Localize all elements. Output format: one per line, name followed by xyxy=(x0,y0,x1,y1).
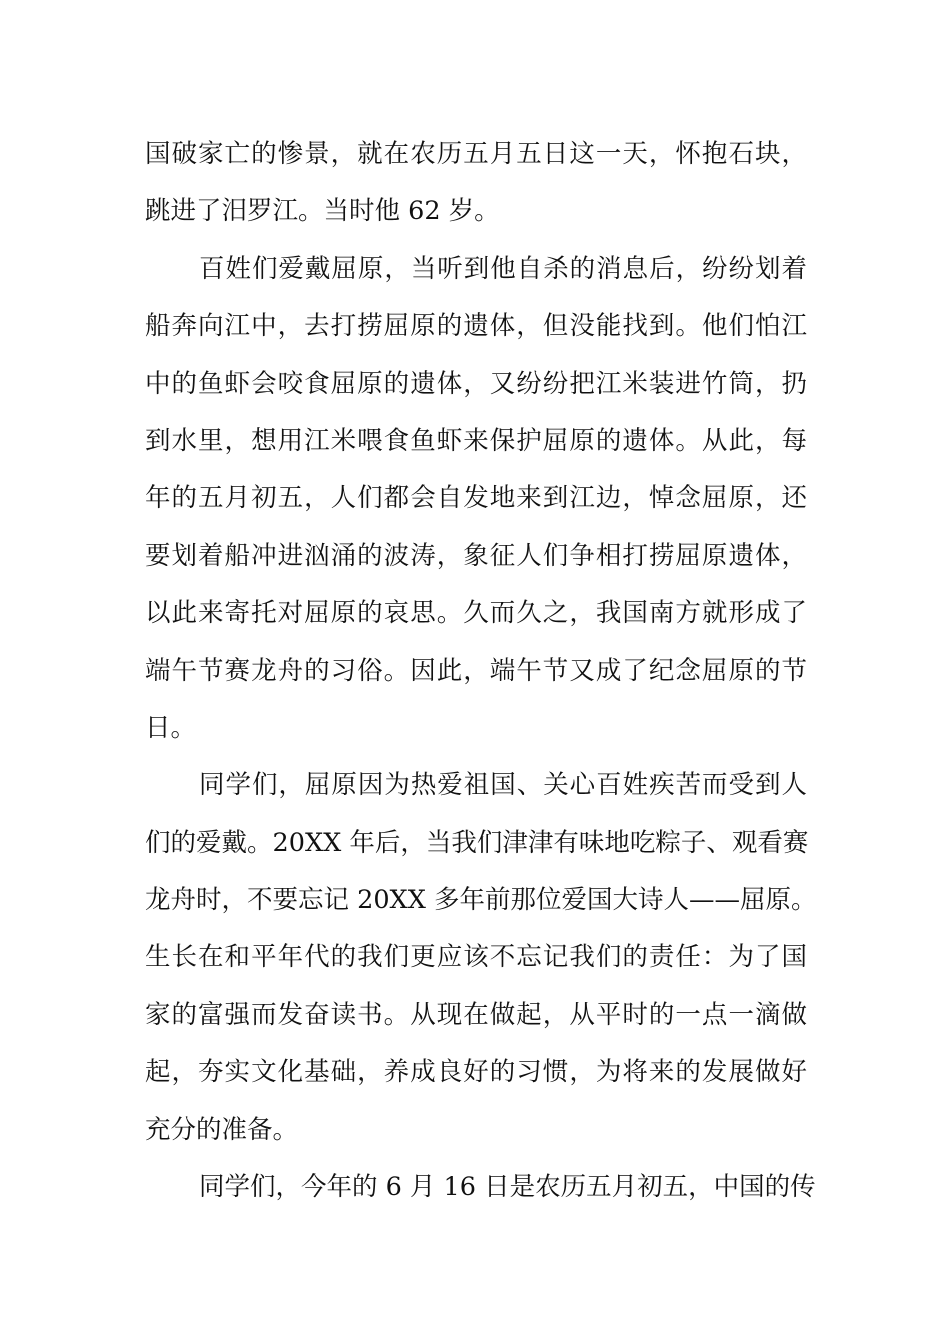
text-line: 同学们，今年的 6 月 16 日是农历五月初五，中国的传 xyxy=(199,1172,816,1203)
text-line: 到水里，想用江米喂食鱼虾来保护屈原的遗体。从此，每 xyxy=(145,425,807,456)
text-line: 起，夯实文化基础，养成良好的习惯，为将来的发展做好 xyxy=(145,1057,807,1088)
text-line: 们的爱戴。20XX 年后，当我们津津有味地吃粽子、观看赛 xyxy=(145,827,809,858)
text-line: 充分的准备。 xyxy=(145,1114,299,1145)
text-line: 百姓们爱戴屈原，当听到他自杀的消息后，纷纷划着 xyxy=(199,253,807,284)
text-line: 龙舟时，不要忘记 20XX 多年前那位爱国大诗人——屈原。 xyxy=(145,885,817,916)
text-line: 船奔向江中，去打捞屈原的遗体，但没能找到。他们怕江 xyxy=(145,311,807,342)
text-line: 端午节赛龙舟的习俗。因此，端午节又成了纪念屈原的节 xyxy=(145,655,807,686)
text-line: 同学们，屈原因为热爱祖国、关心百姓疾苦而受到人 xyxy=(199,770,807,801)
text-line: 要划着船冲进汹涌的波涛，象征人们争相打捞屈原遗体， xyxy=(145,540,807,571)
text-line: 生长在和平年代的我们更应该不忘记我们的责任：为了国 xyxy=(145,942,807,973)
document-body xyxy=(145,126,817,1216)
text-line: 中的鱼虾会咬食屈原的遗体，又纷纷把江米装进竹筒，扔 xyxy=(145,368,807,399)
text-line: 国破家亡的惨景，就在农历五月五日这一天，怀抱石块， xyxy=(145,139,807,169)
text-line: 跳进了汨罗江。当时他 62 岁。 xyxy=(145,196,500,227)
text-line: 日。 xyxy=(145,712,197,743)
text-line: 年的五月初五，人们都会自发地来到江边，悼念屈原，还 xyxy=(145,483,807,514)
text-line: 家的富强而发奋读书。从现在做起，从平时的一点一滴做 xyxy=(145,999,807,1030)
text-line: 以此来寄托对屈原的哀思。久而久之，我国南方就形成了 xyxy=(145,598,807,629)
